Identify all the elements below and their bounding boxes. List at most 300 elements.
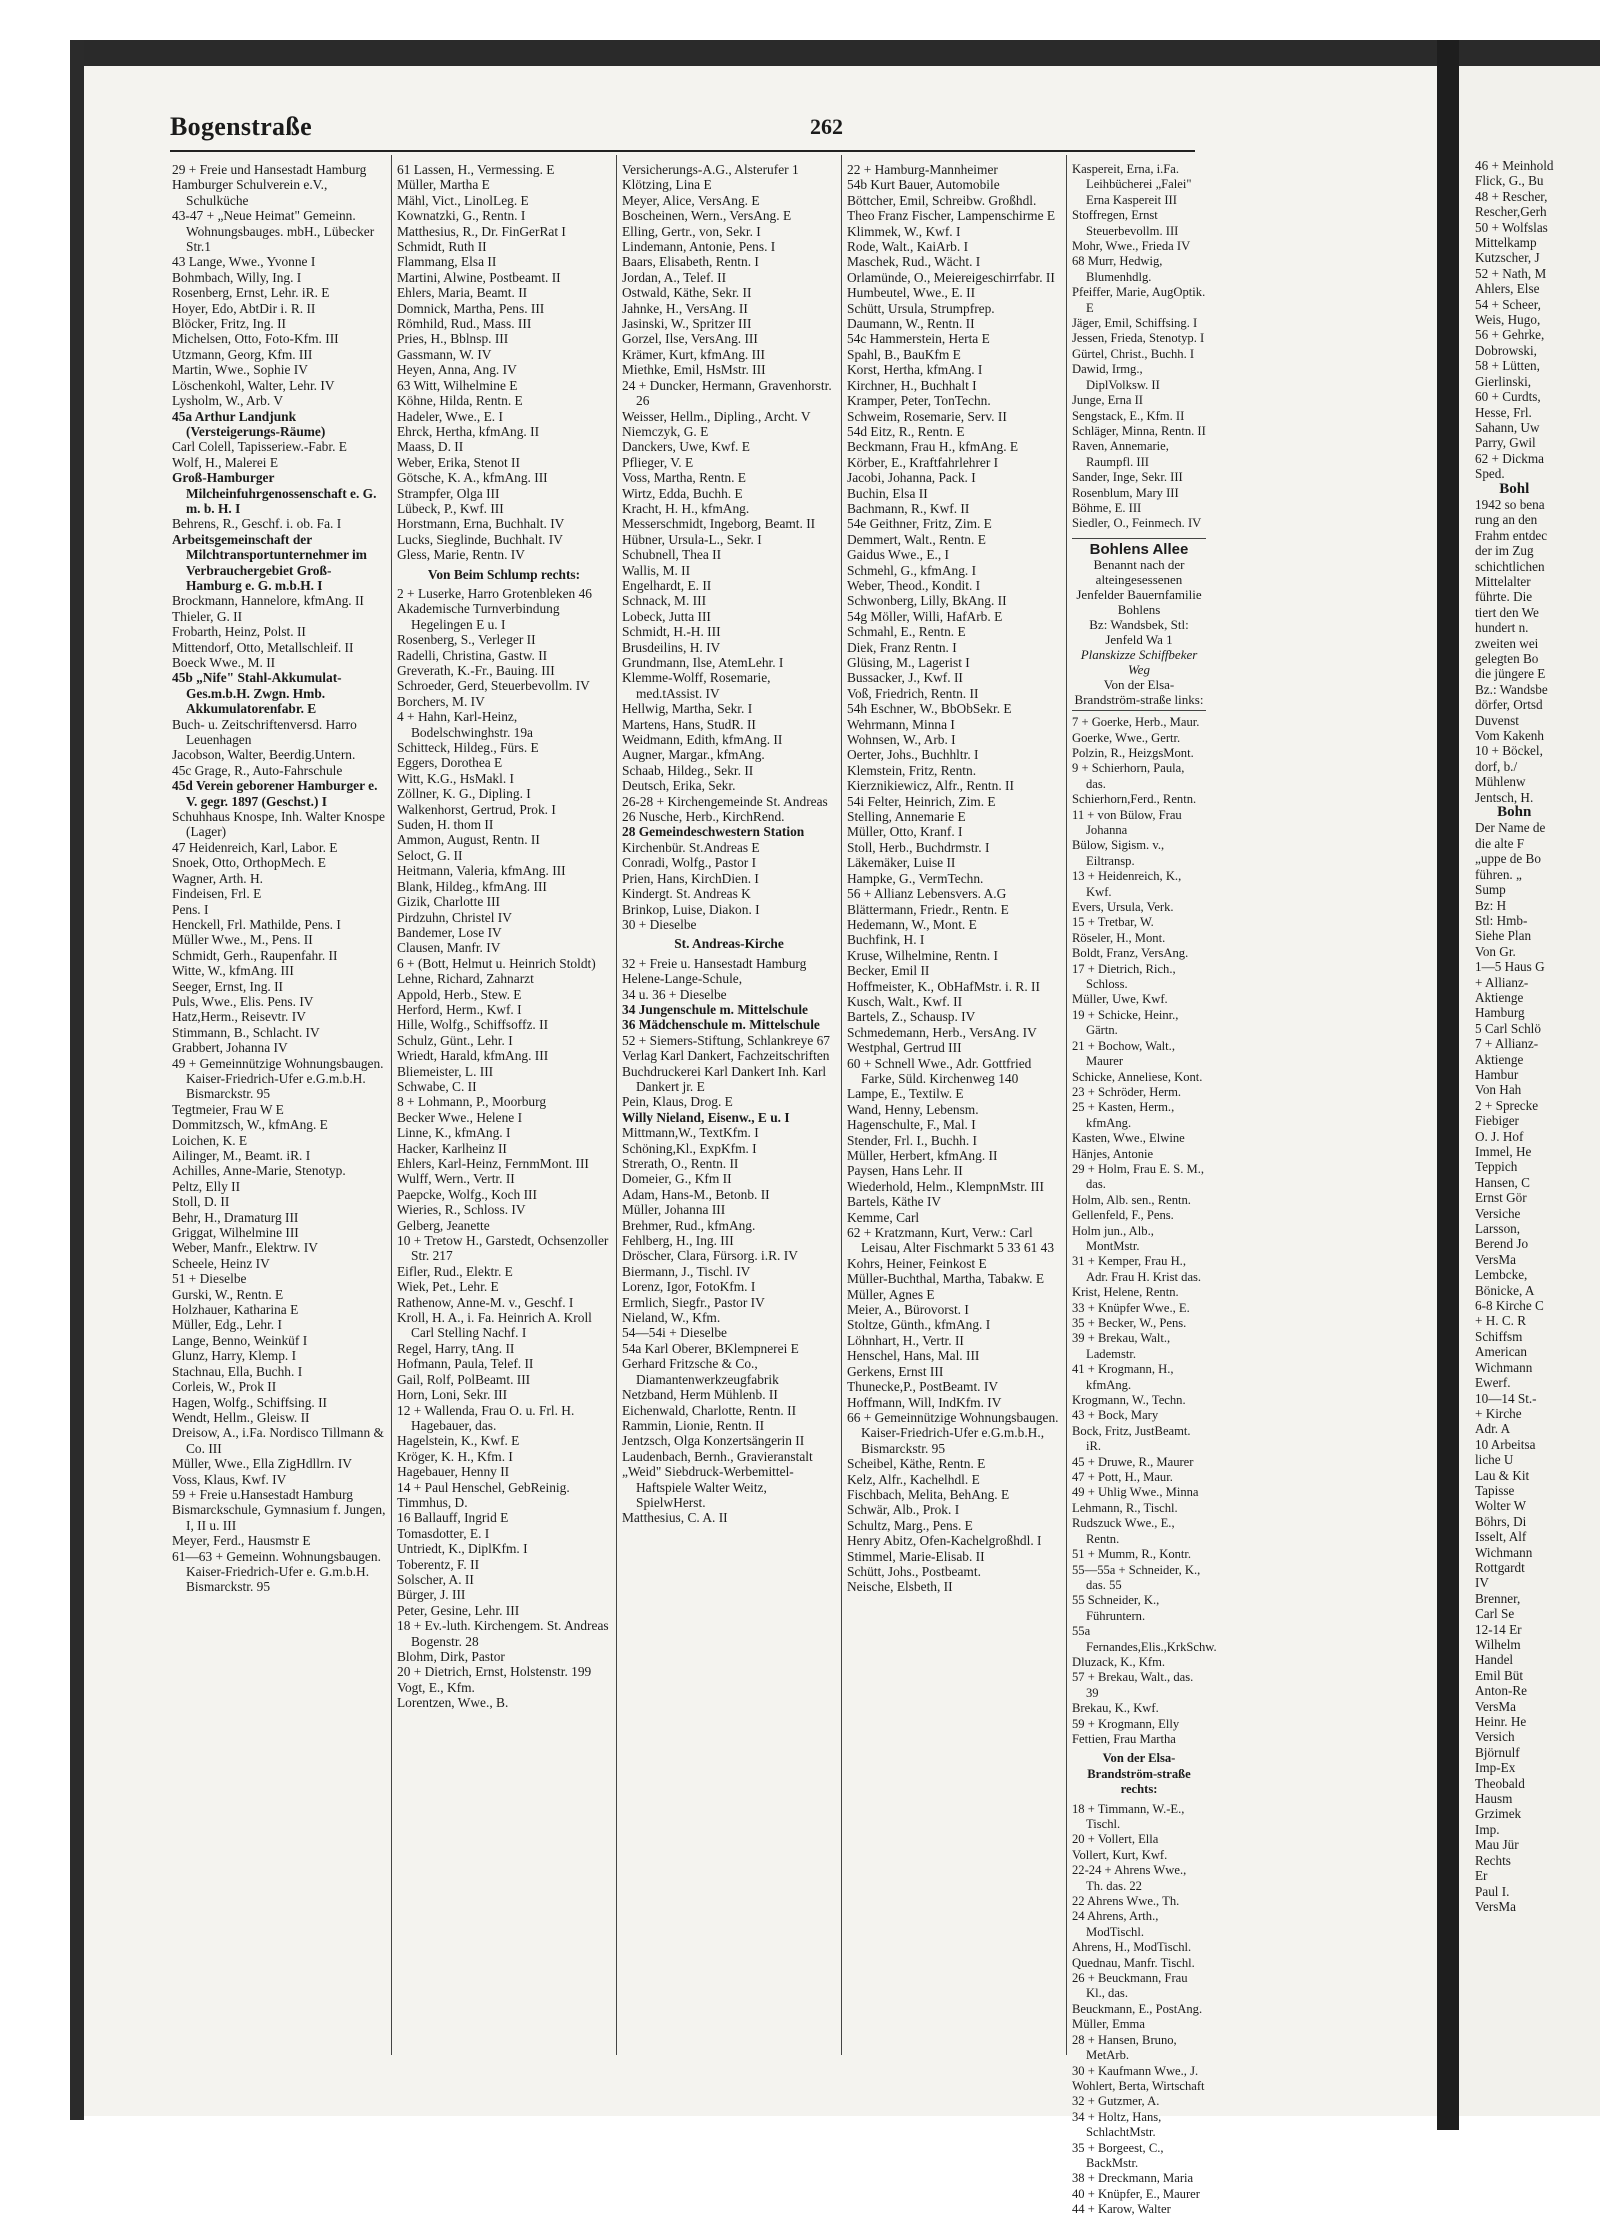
directory-entry: Vollert, Kurt, Kwf. bbox=[1072, 1847, 1168, 1862]
facing-page-line: gelegten Bo bbox=[1475, 651, 1539, 666]
directory-entry: Bock, Fritz, JustBeamt. iR. bbox=[1072, 1423, 1191, 1454]
header-rule bbox=[170, 150, 1195, 152]
directory-entry: Stimmann, B., Schlacht. IV bbox=[172, 1024, 320, 1040]
directory-entry: Lucks, Sieglinde, Buchhalt. IV bbox=[397, 531, 563, 547]
facing-page-line: Mittelkamp bbox=[1475, 235, 1537, 251]
directory-entry: 54—54i + Dieselbe bbox=[622, 1325, 727, 1341]
directory-entry: 61—63 + Gemeinn. Wohnungsbaugen. Kaiser-Friedrich-Ufer e. G.m.b.H. Bismarckstr. 95 bbox=[172, 1548, 381, 1595]
directory-entry: Paysen, Hans Lehr. II bbox=[847, 1163, 963, 1179]
directory-entry: Schwonberg, Lilly, BkAng. II bbox=[847, 593, 1007, 609]
directory-entry: Stelling, Annemarie E bbox=[847, 809, 966, 825]
directory-entry: 21 + Bochow, Walt., Maurer bbox=[1072, 1038, 1175, 1069]
directory-entry: Rammin, Lionie, Rentn. II bbox=[622, 1417, 765, 1433]
directory-entry: Meyer, Ferd., Hausmstr E bbox=[172, 1533, 311, 1549]
facing-page-line: Wichmann bbox=[1475, 1359, 1533, 1375]
directory-entry: Ostwald, Käthe, Sekr. II bbox=[622, 285, 752, 301]
facing-page-line: 6-8 Kirche C bbox=[1475, 1298, 1544, 1314]
directory-entry: Seeger, Ernst, Ing. II bbox=[172, 978, 284, 994]
facing-page-line: Von Hah bbox=[1475, 1082, 1522, 1098]
directory-entry: Wieries, R., Schloss. IV bbox=[397, 1202, 526, 1218]
facing-page-line: Frahm entdec bbox=[1475, 527, 1548, 543]
facing-page-line: 12-14 Er bbox=[1475, 1621, 1522, 1637]
facing-page-line: Rottgardt bbox=[1475, 1559, 1525, 1575]
directory-entry: Ahrens, H., ModTischl. bbox=[1072, 1940, 1192, 1955]
directory-entry: Gerkens, Ernst III bbox=[847, 1363, 944, 1379]
directory-entry: Rosenberg, Ernst, Lehr. iR. E bbox=[172, 285, 330, 301]
directory-entry: Blöcker, Fritz, Ing. II bbox=[172, 316, 286, 332]
directory-entry: Weisser, Hellm., Dipling., Archt. V bbox=[622, 408, 811, 424]
facing-page-line: 52 + Nath, M bbox=[1475, 265, 1547, 281]
directory-entry: Becker Wwe., Helene I bbox=[397, 1109, 523, 1125]
directory-entry: Müller, Johanna III bbox=[622, 1202, 726, 1218]
facing-page-line: Aktienge bbox=[1475, 989, 1524, 1005]
directory-entry: Evers, Ursula, Verk. bbox=[1072, 900, 1174, 915]
facing-page-line: Björnulf bbox=[1475, 1744, 1520, 1760]
facing-page-line: zweiten wei bbox=[1475, 635, 1539, 651]
directory-entry: Hille, Wolfg., Schiffsoffz. II bbox=[397, 1017, 549, 1033]
directory-entry: Stoffregen, Ernst Steuerbevollm. III bbox=[1072, 208, 1179, 238]
directory-entry: Lange, Benno, Weinküf I bbox=[172, 1332, 308, 1348]
directory-column-2 bbox=[397, 162, 611, 2052]
directory-entry: Walkenhorst, Gertrud, Prok. I bbox=[397, 801, 556, 817]
directory-entry: 56 + Allianz Lebensvers. A.G bbox=[847, 886, 1007, 902]
directory-entry: Martini, Alwine, Postbeamt. II bbox=[397, 269, 561, 285]
directory-entry: Bartels, Z., Schausp. IV bbox=[847, 1009, 976, 1025]
directory-entry: 31 + Kemper, Frau H., Adr. Frau H. Krist das. bbox=[1072, 1254, 1202, 1284]
directory-entry: 30 + Dieselbe bbox=[622, 916, 697, 932]
directory-entry: Raven, Annemarie, Raumpfl. III bbox=[1072, 439, 1169, 469]
directory-entry: 34 u. 36 + Dieselbe bbox=[622, 986, 727, 1002]
directory-entry: Wiek, Pet., Lehr. E bbox=[397, 1279, 499, 1295]
directory-entry: Rode, Walt., KaiArb. I bbox=[847, 239, 969, 255]
directory-entry: Bandemer, Lose IV bbox=[397, 924, 502, 940]
directory-entry: Schmidt, H.-H. III bbox=[622, 624, 721, 640]
directory-entry: Stoll, Herb., Buchdrmstr. I bbox=[847, 839, 990, 855]
directory-entry: Schütt, Johs., Postbeamt. bbox=[847, 1563, 981, 1579]
facing-page-line: Ahlers, Else bbox=[1475, 281, 1540, 297]
facing-page-line: Isselt, Alf bbox=[1475, 1529, 1527, 1545]
directory-entry: 43 + Bock, Mary bbox=[1072, 1408, 1159, 1423]
directory-entry: Schmedemann, Herb., VersAng. IV bbox=[847, 1024, 1037, 1040]
facing-page-line: Paul I. bbox=[1475, 1883, 1510, 1899]
directory-entry: Dluzack, K., Kfm. bbox=[1072, 1654, 1166, 1669]
directory-entry: Pirdzuhn, Christel IV bbox=[397, 909, 512, 925]
street-section-header bbox=[1072, 538, 1206, 711]
directory-entry: Mähl, Vict., LinolLeg. E bbox=[397, 192, 529, 208]
facing-page-line: 1942 so bena bbox=[1475, 496, 1545, 512]
directory-entry: Dreisow, A., i.Fa. Nordisco Tillmann & Co. III bbox=[172, 1425, 384, 1456]
scan-border-top bbox=[70, 40, 1600, 66]
directory-entry: Klemstein, Fritz, Rentn. bbox=[847, 762, 977, 778]
directory-entry: 45a Arthur Landjunk (Versteigerungs-Räume) bbox=[172, 408, 326, 439]
facing-page-line: dorf, b./ bbox=[1475, 758, 1518, 774]
directory-entry: Henschel, Hans, Mal. III bbox=[847, 1348, 980, 1364]
directory-entry: Humbeutel, Wwe., E. II bbox=[847, 285, 976, 301]
directory-entry: 25 + Kasten, Herm., kfmAng. bbox=[1072, 1100, 1175, 1130]
directory-entry: 6 + (Bott, Helmut u. Heinrich Stoldt) bbox=[397, 955, 596, 971]
directory-entry: 54d Eitz, R., Rentn. E bbox=[847, 423, 965, 439]
directory-entry: 47 + Pott, H., Maur. bbox=[1072, 1470, 1173, 1485]
directory-entry: 54g Möller, Willi, HafArb. E bbox=[847, 608, 1003, 624]
directory-entry: 39 + Brekau, Walt., Lademstr. bbox=[1072, 1331, 1171, 1361]
directory-entry: Mittmann,W., TextKfm. I bbox=[622, 1125, 759, 1141]
directory-entry: Grundmann, Ilse, AtemLehr. I bbox=[622, 655, 784, 670]
facing-page-line: VersMa bbox=[1475, 1898, 1517, 1914]
directory-entry: Hampke, G., VermTechn. bbox=[847, 870, 984, 886]
facing-page-line: 2 + Sprecke bbox=[1475, 1097, 1539, 1113]
facing-page-line: Hesse, Frl. bbox=[1475, 404, 1532, 420]
directory-entry: Gail, Rolf, PolBeamt. III bbox=[397, 1371, 531, 1387]
directory-entry: Greverath, K.-Fr., Bauing. III bbox=[397, 663, 555, 678]
directory-entry: Schultz, Marg., Pens. E bbox=[847, 1517, 973, 1533]
directory-entry: Rathenow, Anne-M. v., Geschf. I bbox=[397, 1294, 574, 1310]
directory-entry: 34 Jungenschule m. Mittelschule bbox=[622, 1001, 808, 1017]
directory-entry: Peter, Gesine, Lehr. III bbox=[397, 1602, 520, 1618]
directory-entry: 11 + von Bülow, Frau Johanna bbox=[1072, 807, 1182, 837]
directory-entry: Kaspereit, Erna, i.Fa. Leihbücherei „Falei" Erna Kaspereit III bbox=[1072, 162, 1192, 207]
directory-entry: Kemme, Carl bbox=[847, 1209, 920, 1225]
facing-page-line: VersMa bbox=[1475, 1698, 1517, 1714]
directory-entry: Holm, Alb. sen., Rentn. bbox=[1072, 1192, 1191, 1207]
directory-entry: Schitteck, Hildeg., Fürs. E bbox=[397, 740, 539, 756]
directory-entry: Kelz, Alfr., Kachelhdl. E bbox=[847, 1471, 980, 1487]
street-description: Bz: Wandsbek, Stl: Jenfeld Wa 1 bbox=[1089, 617, 1189, 648]
directory-entry: Gellenfeld, F., Pens. bbox=[1072, 1208, 1174, 1223]
facing-page-line: Wichmann bbox=[1475, 1544, 1533, 1560]
facing-page-line: Vom Kakenh bbox=[1475, 728, 1544, 744]
directory-entry: Blättermann, Friedr., Rentn. E bbox=[847, 901, 1009, 917]
directory-entry: Arbeitsgemeinschaft der Milchtransportunternehmer im Verbrauchergebiet Groß-Hamburg e. G. m.b.H. I bbox=[172, 531, 367, 593]
directory-entry: Jentzsch, Olga Konzertsängerin II bbox=[622, 1433, 805, 1449]
directory-entry: 22 + Hamburg-Mannheimer bbox=[847, 162, 998, 177]
directory-entry: Stender, Frl. I., Buchh. I bbox=[847, 1132, 978, 1148]
directory-entry: Hoyer, Edo, AbtDir i. R. II bbox=[172, 300, 316, 316]
directory-entry: Regel, Harry, tAng. II bbox=[397, 1340, 515, 1356]
directory-entry: Martin, Wwe., Sophie IV bbox=[172, 362, 308, 378]
directory-entry: Wolf, H., Malerei E bbox=[172, 454, 279, 470]
directory-entry: Lübeck, P., Kwf. III bbox=[397, 500, 504, 516]
directory-entry: Ehlers, Karl-Heinz, FernmMont. III bbox=[397, 1156, 589, 1171]
directory-entry: Krist, Helene, Rentn. bbox=[1072, 1285, 1179, 1300]
directory-entry: Hofmann, Paula, Telef. II bbox=[397, 1356, 534, 1372]
directory-entry: Buchin, Elsa II bbox=[847, 485, 928, 501]
directory-entry: Jäger, Emil, Schiffsing. I bbox=[1072, 316, 1198, 331]
directory-entry: 45 + Druwe, R., Maurer bbox=[1072, 1454, 1194, 1469]
facing-page-line: führte. Die bbox=[1475, 589, 1533, 605]
facing-page-line: hundert n. bbox=[1475, 620, 1529, 636]
directory-entry: 47 Heidenreich, Karl, Labor. E bbox=[172, 839, 338, 855]
facing-page-line: Flick, G., Bu bbox=[1475, 173, 1544, 189]
directory-entry: 20 + Dietrich, Ernst, Holstenstr. 199 bbox=[397, 1664, 592, 1680]
directory-entry: Kröger, K. H., Kfm. I bbox=[397, 1448, 513, 1464]
page-header bbox=[170, 112, 1200, 152]
directory-entry: 43-47 + „Neue Heimat" Gemeinn. Wohnungsbauges. mbH., Lübecker Str.1 bbox=[172, 208, 375, 255]
directory-entry: Laudenbach, Bernh., Gravieranstalt bbox=[622, 1448, 813, 1464]
directory-entry: Wirtz, Edda, Buchh. E bbox=[622, 485, 743, 501]
directory-entry: 13 + Heidenreich, K., Kwf. bbox=[1072, 869, 1182, 899]
directory-entry: Messerschmidt, Ingeborg, Beamt. II bbox=[622, 516, 816, 532]
facing-page-line: die alte F bbox=[1475, 835, 1525, 851]
directory-entry: 49 + Uhlig Wwe., Minna bbox=[1072, 1485, 1199, 1500]
facing-page-line: + Allianz- bbox=[1475, 974, 1529, 990]
directory-entry: Sander, Inge, Sekr. III bbox=[1072, 470, 1183, 485]
directory-entry: Pens. I bbox=[172, 901, 209, 917]
directory-entry: Rosenblum, Mary III bbox=[1072, 485, 1179, 500]
directory-entry: Kindergt. St. Andreas K bbox=[622, 886, 751, 902]
directory-entry: Jessen, Frieda, Stenotyp. I bbox=[1072, 331, 1205, 346]
directory-entry: 33 + Knüpfer Wwe., E. bbox=[1072, 1300, 1190, 1315]
directory-entry: Peltz, Elly II bbox=[172, 1178, 241, 1194]
directory-entry: Strampfer, Olga III bbox=[397, 485, 500, 501]
directory-entry: Grabbert, Johanna IV bbox=[172, 1040, 288, 1056]
directory-entry: 28 Gemeindeschwestern Station bbox=[622, 824, 805, 840]
facing-page-line: Dobrowski, bbox=[1475, 342, 1537, 358]
directory-entry: Lorentzen, Wwe., B. bbox=[397, 1695, 509, 1711]
directory-entry: Scheele, Heinz IV bbox=[172, 1255, 270, 1271]
directory-entry: 19 + Schicke, Heinr., Gärtn. bbox=[1072, 1007, 1179, 1038]
directory-entry: Flammang, Elsa II bbox=[397, 254, 497, 270]
directory-entry: Hagenschulte, F., Mal. I bbox=[847, 1117, 976, 1133]
directory-entry: Pein, Klaus, Drog. E bbox=[622, 1094, 733, 1110]
directory-entry: 30 + Kaufmann Wwe., J. bbox=[1072, 2063, 1199, 2078]
directory-entry: Kusch, Walt., Kwf. II bbox=[847, 993, 963, 1009]
directory-entry: Körber, E., Kraftfahrlehrer I bbox=[847, 454, 999, 470]
directory-entry: Schulz, Günt., Lehr. I bbox=[397, 1032, 513, 1048]
directory-entry: 61 Lassen, H., Vermessing. E bbox=[397, 162, 555, 177]
directory-entry: Lindemann, Antonie, Pens. I bbox=[622, 239, 776, 255]
directory-entry: Schmahl, E., Rentn. E bbox=[847, 624, 966, 640]
facing-page-line: Wolter W bbox=[1475, 1498, 1527, 1514]
directory-entry: Schütt, Ursula, Strumpfrep. bbox=[847, 300, 995, 316]
directory-entry: Kasten, Wwe., Elwine bbox=[1072, 1131, 1185, 1146]
directory-entry: Conradi, Wolfg., Pastor I bbox=[622, 855, 757, 871]
directory-entry: Gerhard Fritzsche & Co., Diamantenwerkzeugfabrik bbox=[622, 1356, 779, 1387]
directory-entry: Junge, Erna II bbox=[1072, 393, 1143, 408]
directory-entry: Voß, Friedrich, Rentn. II bbox=[847, 685, 979, 701]
directory-entry: Findeisen, Frl. E bbox=[172, 886, 262, 902]
facing-page-line: VersMa bbox=[1475, 1251, 1517, 1267]
facing-page-line: Bz: H bbox=[1475, 897, 1507, 913]
facing-page-line: 10 Arbeitsa bbox=[1475, 1436, 1536, 1452]
directory-entry: Kruse, Wilhelmine, Rentn. I bbox=[847, 947, 998, 963]
directory-entry: Bachmann, R., Kwf. II bbox=[847, 500, 970, 516]
directory-entry: Miethke, Emil, HsMstr. III bbox=[622, 362, 766, 378]
directory-entry: Kierznikiewicz, Alfr., Rentn. II bbox=[847, 778, 1014, 794]
facing-page-line: + Kirche bbox=[1475, 1405, 1522, 1421]
facing-page-line: der im Zug bbox=[1475, 543, 1534, 559]
directory-entry: Thunecke,P., PostBeamt. IV bbox=[847, 1379, 998, 1395]
directory-entry: Goerke, Wwe., Gertr. bbox=[1072, 730, 1181, 745]
facing-page-line: Jentsch, H. bbox=[1475, 789, 1534, 805]
directory-entry: Sengstack, E., Kfm. II bbox=[1072, 408, 1185, 423]
directory-entry: Wohlert, Berta, Wirtschaft bbox=[1072, 2078, 1205, 2093]
directory-entry: 18 + Timmann, W.-E., Tischl. bbox=[1072, 1801, 1185, 1831]
directory-entry: Gurski, W., Rentn. E bbox=[172, 1286, 284, 1302]
directory-entry: Michelsen, Otto, Foto-Kfm. III bbox=[172, 331, 339, 347]
facing-page-line: 1—5 Haus G bbox=[1475, 959, 1545, 975]
directory-entry: 54a Karl Oberer, BKlempnerei E bbox=[622, 1340, 799, 1356]
facing-page-line: Ewerf. bbox=[1475, 1375, 1511, 1391]
directory-entry: Weber, Manfr., Elektrw. IV bbox=[172, 1240, 318, 1256]
facing-page-line: liche U bbox=[1475, 1452, 1514, 1468]
facing-page-line: Der Name de bbox=[1475, 820, 1546, 836]
facing-page-line: 56 + Gehrke, bbox=[1475, 327, 1545, 343]
facing-page bbox=[1459, 66, 1600, 2116]
directory-entry: Köhne, Hilda, Rentn. E bbox=[397, 393, 523, 409]
directory-entry: Bohmbach, Willy, Ing. I bbox=[172, 269, 302, 285]
directory-entry: Rosenberg, S., Verleger II bbox=[397, 632, 536, 648]
directory-entry: Krogmann, W., Techn. bbox=[1072, 1393, 1186, 1408]
facing-page-line: Mau Jür bbox=[1475, 1837, 1519, 1853]
directory-entry: Ermlich, Siegfr., Pastor IV bbox=[622, 1294, 765, 1310]
directory-entry: Jacobson, Walter, Beerdig.Untern. bbox=[172, 747, 356, 763]
directory-entry: Hacker, Karlheinz II bbox=[397, 1140, 507, 1156]
directory-entry: Stoll, D. II bbox=[172, 1194, 230, 1210]
directory-entry: Voss, Klaus, Kwf. IV bbox=[172, 1471, 287, 1487]
directory-entry: Suden, H. thom II bbox=[397, 817, 494, 833]
directory-entry: 35 + Becker, W., Pens. bbox=[1072, 1316, 1187, 1330]
directory-entry: 24 Ahrens, Arth., ModTischl. bbox=[1072, 1909, 1159, 1939]
facing-page-line: Mittelalter bbox=[1475, 573, 1531, 589]
directory-entry: Meier, A., Bürovorst. I bbox=[847, 1302, 969, 1318]
directory-entry: Löschenkohl, Walter, Lehr. IV bbox=[172, 377, 335, 393]
directory-entry: Schmidt, Gerh., Raupenfahr. II bbox=[172, 947, 338, 963]
facing-page-line: 46 + Meinhold bbox=[1475, 158, 1554, 173]
facing-page-line: führen. „ bbox=[1475, 866, 1522, 882]
facing-page-line: Ernst Gör bbox=[1475, 1190, 1527, 1206]
directory-entry: Theo Franz Fischer, Lampenschirme E bbox=[847, 208, 1056, 224]
directory-entry: Herford, Herm., Kwf. I bbox=[397, 1001, 522, 1017]
directory-entry: 32 + Gutzmer, A. bbox=[1072, 2094, 1160, 2109]
directory-entry: Lysholm, W., Arb. V bbox=[172, 393, 283, 409]
facing-page-line: Adr. A bbox=[1475, 1421, 1511, 1437]
directory-entry: Rudszuck Wwe., E., Rentn. bbox=[1072, 1516, 1175, 1546]
facing-page-line: Larsson, bbox=[1475, 1221, 1521, 1237]
directory-entry: Fischbach, Melita, BehAng. E bbox=[847, 1486, 1010, 1502]
street-description: Planskizze Schiffbeker Weg bbox=[1080, 647, 1198, 678]
directory-entry: 7 + Goerke, Herb., Maur. bbox=[1072, 715, 1200, 730]
facing-page-line: IV bbox=[1475, 1575, 1489, 1591]
directory-entry: Schöning,Kl., ExpKfm. I bbox=[622, 1140, 757, 1156]
directory-entry: Polzin, R., HeizgsMont. bbox=[1072, 745, 1194, 760]
directory-entry: Schwär, Alb., Prok. I bbox=[847, 1502, 960, 1518]
directory-entry: Schnack, M. III bbox=[622, 593, 707, 609]
directory-entry: 49 + Gemeinnützige Wohnungsbaugen. Kaiser-Friedrich-Ufer e.G.m.b.H. Bismarckstr. 95 bbox=[172, 1055, 384, 1102]
facing-page-line: Heinr. He bbox=[1475, 1714, 1527, 1730]
directory-entry: Hoffmann, Will, IndKfm. IV bbox=[847, 1394, 1002, 1410]
directory-entry: Gaidus Wwe., E., I bbox=[847, 547, 950, 563]
directory-entry: Verlag Karl Dankert, Fachzeitschriften bbox=[622, 1048, 830, 1064]
directory-entry: Baars, Elisabeth, Rentn. I bbox=[622, 254, 759, 270]
directory-entry: Böttcher, Emil, Schreibw. Großhdl. bbox=[847, 192, 1037, 208]
directory-entry: Bülow, Sigism. v., Eiltransp. bbox=[1072, 838, 1165, 868]
facing-page-line: Rechts bbox=[1475, 1852, 1511, 1868]
directory-entry: Nieland, W., Kfm. bbox=[622, 1310, 721, 1326]
directory-entry: 10 + Tretow H., Garstedt, Ochsenzoller Str. 217 bbox=[397, 1233, 609, 1264]
directory-entry: Voss, Martha, Rentn. E bbox=[622, 470, 746, 486]
directory-entry: Bismarckschule, Gymnasium f. Jungen, I, II u. III bbox=[172, 1502, 386, 1533]
directory-entry: Dommitzsch, W., kfmAng. E bbox=[172, 1117, 328, 1133]
facing-page-line: 5 Carl Schlö bbox=[1475, 1020, 1541, 1036]
facing-page-line: 54 + Scheer, bbox=[1475, 296, 1541, 312]
directory-column-5 bbox=[1072, 162, 1217, 2217]
column-divider bbox=[841, 155, 842, 2055]
directory-entry: Buchfink, H. I bbox=[847, 932, 925, 948]
directory-entry: Adam, Hans-M., Betonb. II bbox=[622, 1186, 770, 1202]
facing-page-line: 10 + Böckel, bbox=[1475, 743, 1543, 759]
directory-entry: Wallis, M. II bbox=[622, 562, 691, 578]
directory-entry: Engelhardt, E. II bbox=[622, 577, 712, 593]
facing-page-line: Duvenst bbox=[1475, 712, 1519, 728]
directory-entry: Matthesius, R., Dr. FinGerRat I bbox=[397, 223, 566, 239]
facing-page-line: Hansen, C bbox=[1475, 1174, 1530, 1190]
directory-entry: Klötzing, Lina E bbox=[622, 177, 712, 193]
directory-entry: Martens, Hans, StudR. II bbox=[622, 716, 756, 732]
facing-page-line: Bönicke, A bbox=[1475, 1282, 1535, 1298]
directory-entry: Weidmann, Edith, kfmAng. II bbox=[622, 732, 783, 748]
directory-entry: Beckmann, Frau H., kfmAng. E bbox=[847, 439, 1019, 455]
directory-entry: Horn, Loni, Sekr. III bbox=[397, 1387, 508, 1403]
facing-page-line: 7 + Allianz- bbox=[1475, 1036, 1539, 1052]
facing-page-line: Mühlenw bbox=[1475, 774, 1526, 790]
street-name-heading: Bohlens Allee bbox=[1089, 540, 1189, 558]
facing-page-line: Bz.: Wandsbe bbox=[1475, 681, 1548, 697]
facing-page-line: American bbox=[1475, 1344, 1527, 1360]
directory-entry: Elling, Gertr., von, Sekr. I bbox=[622, 223, 761, 239]
facing-page-line: Fiebiger bbox=[1475, 1113, 1519, 1129]
directory-entry: 66 + Gemeinnützige Wohnungsbaugen. Kaiser-Friedrich-Ufer e.G.m.b.H., Bismarckstr. 95 bbox=[847, 1409, 1059, 1456]
directory-entry: 20 + Vollert, Ella bbox=[1072, 1832, 1159, 1847]
directory-entry: Hatz,Herm., Reisevtr. IV bbox=[172, 1009, 306, 1025]
directory-entry: Corleis, W., Prok II bbox=[172, 1379, 277, 1395]
facing-page-line: Sahann, Uw bbox=[1475, 419, 1540, 435]
directory-entry: Kownatzki, G., Rentn. I bbox=[397, 208, 526, 224]
directory-entry: Brekau, K., Kwf. bbox=[1072, 1701, 1159, 1716]
running-head: Bogenstraße bbox=[170, 112, 312, 141]
directory-entry: Bürger, J. III bbox=[397, 1587, 466, 1603]
directory-entry: 34 + Holtz, Hans, SchlachtMstr. bbox=[1072, 2109, 1162, 2140]
directory-entry: Brehmer, Rud., kfmAng. bbox=[622, 1217, 756, 1233]
directory-entry: Quednau, Manfr. Tischl. bbox=[1072, 1955, 1195, 1970]
facing-page-line: dörfer, Ortsd bbox=[1475, 697, 1543, 713]
facing-page-line: 48 + Rescher, bbox=[1475, 188, 1548, 204]
directory-entry: Buch- u. Zeitschriftenversd. Harro Leuenhagen bbox=[172, 716, 357, 748]
directory-entry: Gless, Marie, Rentn. IV bbox=[397, 547, 525, 563]
directory-entry: 43 Lange, Wwe., Yvonne I bbox=[172, 254, 316, 270]
page-number: 262 bbox=[810, 114, 843, 139]
directory-entry: Wehrmann, Minna I bbox=[847, 716, 955, 732]
street-description: Benannt nach der alteingesessenen Jenfelder Bauernfamilie Bohlens bbox=[1076, 557, 1202, 618]
facing-page-line: tiert den We bbox=[1475, 604, 1539, 620]
directory-entry: Tomasdotter, E. I bbox=[397, 1525, 490, 1541]
directory-entry: Scheibel, Käthe, Rentn. E bbox=[847, 1456, 986, 1472]
directory-entry: Carl Colell, Tapisseriew.-Fabr. E bbox=[172, 439, 347, 455]
facing-page-line: Sped. bbox=[1475, 466, 1505, 482]
facing-page-line: Sump bbox=[1475, 882, 1506, 898]
directory-entry: Henry Abitz, Ofen-Kachelgroßhdl. I bbox=[847, 1533, 1042, 1549]
directory-entry: Mohr, Wwe., Frieda IV bbox=[1072, 239, 1191, 254]
directory-entry: 22-24 + Ahrens Wwe., Th. das. 22 bbox=[1072, 1863, 1187, 1893]
facing-page-line: Handel bbox=[1475, 1652, 1514, 1668]
directory-entry: 45c Grage, R., Auto-Fahrschule bbox=[172, 762, 343, 778]
directory-entry: Jacobi, Johanna, Pack. I bbox=[847, 470, 976, 486]
facing-page-line: Von Gr. bbox=[1475, 943, 1516, 959]
directory-entry: Schroeder, Gerd, Steuerbevollm. IV bbox=[397, 678, 590, 694]
facing-page-line: O. J. Hof bbox=[1475, 1128, 1524, 1144]
facing-page-line: schichtlichen bbox=[1475, 558, 1545, 574]
directory-entry: Dawid, Irmg., DiplVolksw. II bbox=[1072, 362, 1160, 392]
book-gutter bbox=[1437, 40, 1459, 2130]
